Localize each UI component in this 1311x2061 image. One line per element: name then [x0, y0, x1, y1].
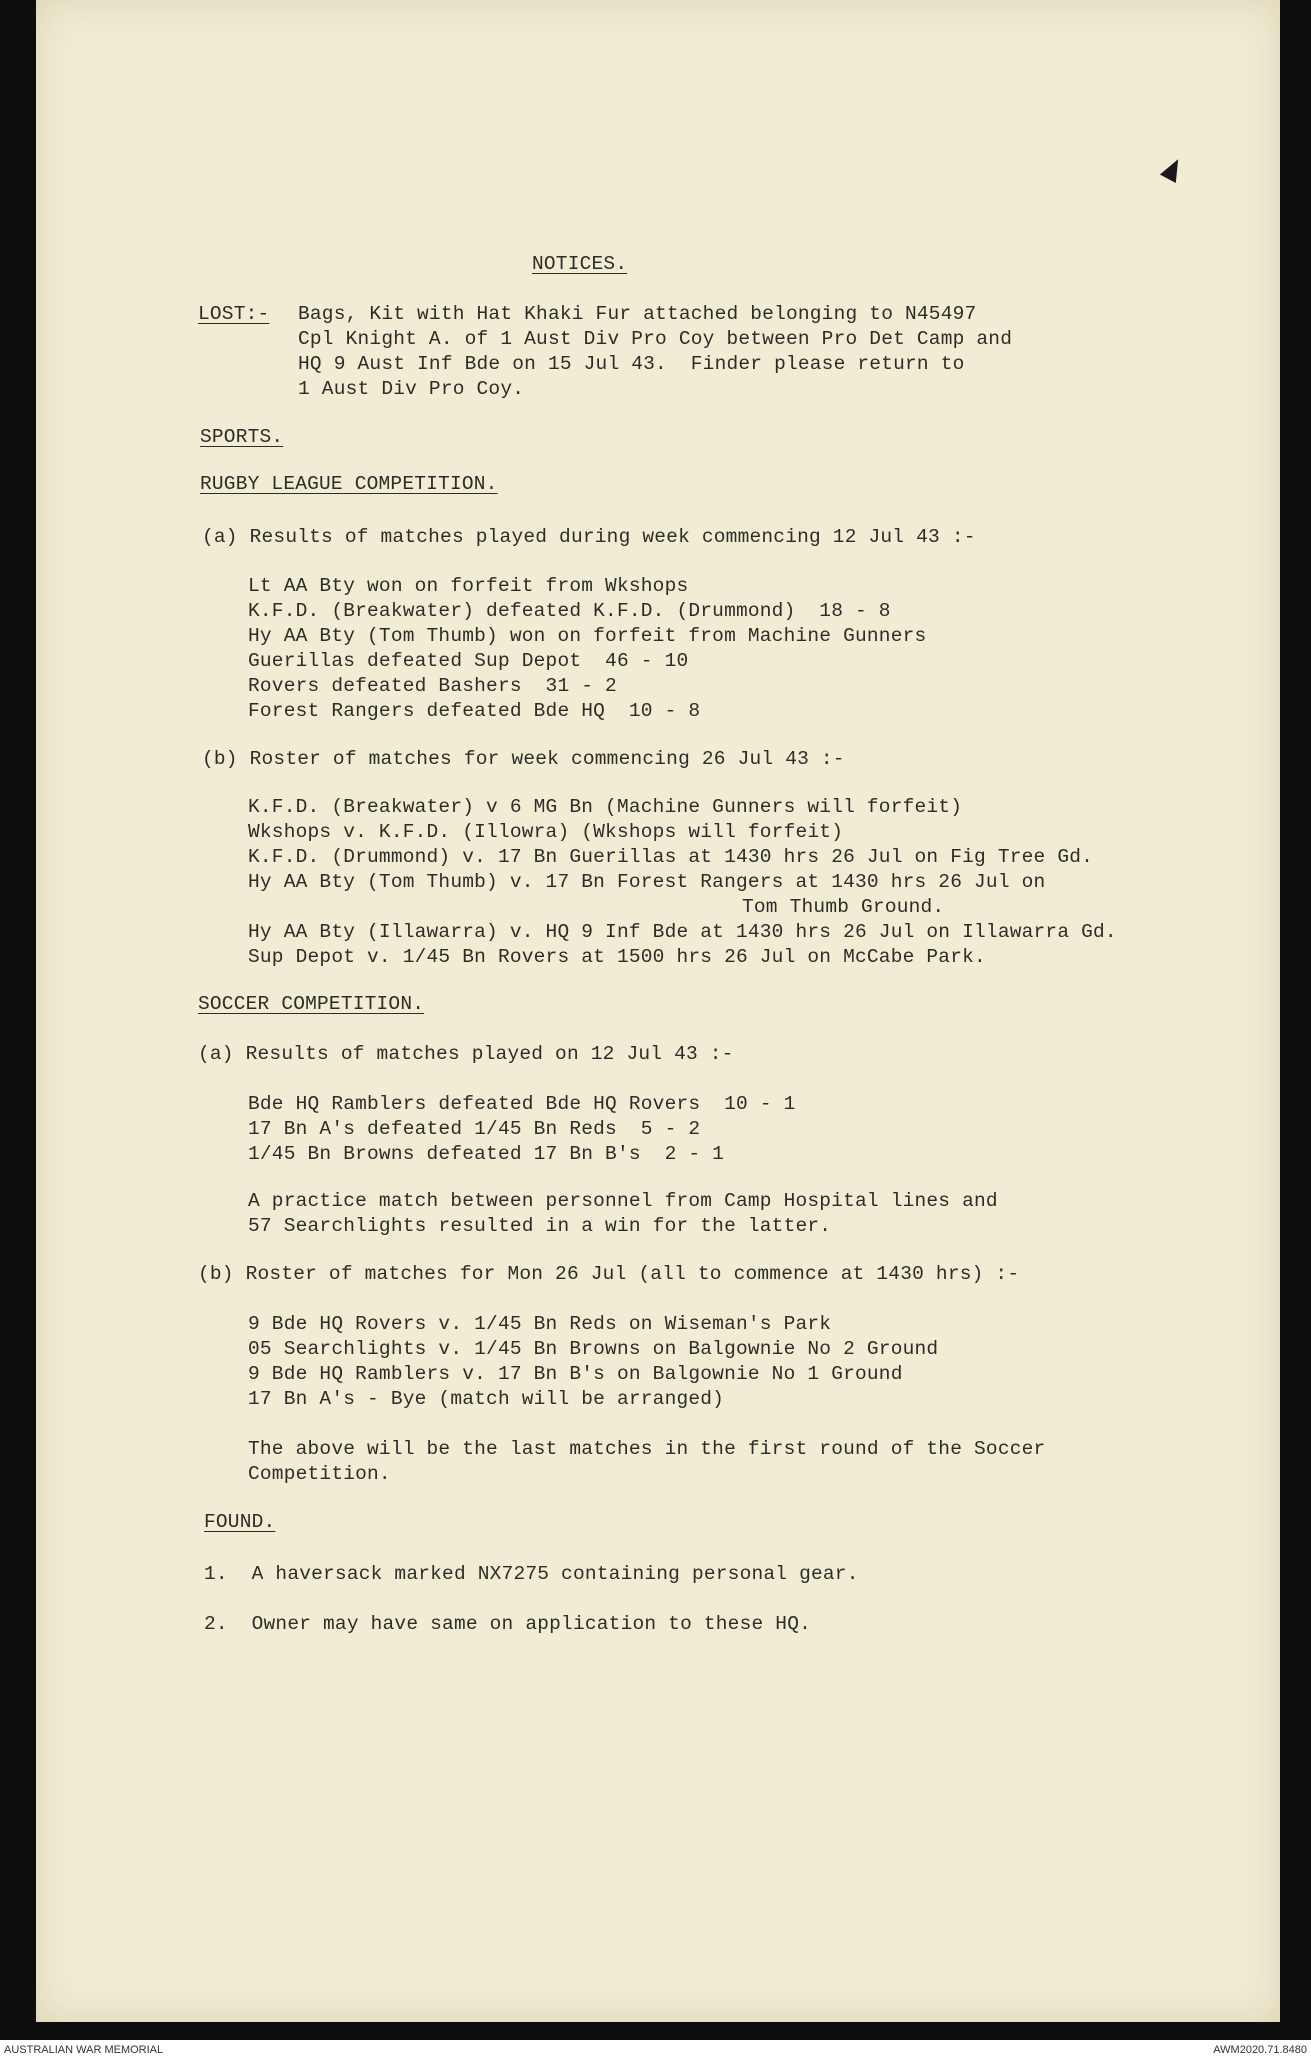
footer-institution: AUSTRALIAN WAR MEMORIAL [4, 2044, 164, 2056]
rugby-roster-line: Tom Thumb Ground. [742, 896, 945, 918]
soccer-roster-line: 05 Searchlights v. 1/45 Bn Browns on Balgownie No 2 Ground [248, 1338, 939, 1360]
ink-mark [1160, 155, 1186, 183]
rugby-roster-line: Hy AA Bty (Tom Thumb) v. 17 Bn Forest Rangers at 1430 hrs 26 Jul on [248, 871, 1046, 893]
rugby-roster-heading: (b) Roster of matches for week commencing 26 Jul 43 :- [202, 748, 845, 770]
lost-line: Bags, Kit with Hat Khaki Fur attached belonging to N45497 [298, 303, 977, 325]
found-item: 1. A haversack marked NX7275 containing personal gear. [204, 1563, 859, 1585]
rugby-result: Lt AA Bty won on forfeit from Wkshops [248, 575, 689, 597]
soccer-roster-heading: (b) Roster of matches for Mon 26 Jul (all to commence at 1430 hrs) :- [198, 1263, 1020, 1285]
notices-title: NOTICES. [532, 253, 628, 275]
rugby-result: Forest Rangers defeated Bde HQ 10 - 8 [248, 700, 701, 722]
archive-footer [0, 2040, 1311, 2061]
rugby-roster-line: K.F.D. (Drummond) v. 17 Bn Guerillas at 1430 hrs 26 Jul on Fig Tree Gd. [248, 846, 1094, 868]
rugby-result: Guerillas defeated Sup Depot 46 - 10 [248, 650, 689, 672]
rugby-roster-line: K.F.D. (Breakwater) v 6 MG Bn (Machine Gunners will forfeit) [248, 796, 963, 818]
sports-heading: SPORTS. [200, 426, 284, 448]
soccer-roster-line: 17 Bn A's - Bye (match will be arranged) [248, 1388, 725, 1410]
rugby-roster-line: Hy AA Bty (Illawarra) v. HQ 9 Inf Bde at 1430 hrs 26 Jul on Illawarra Gd. [248, 921, 1117, 943]
rugby-result: K.F.D. (Breakwater) defeated K.F.D. (Drummond) 18 - 8 [248, 600, 891, 622]
soccer-result: 1/45 Bn Browns defeated 17 Bn B's 2 - 1 [248, 1143, 725, 1165]
soccer-closing-line: Competition. [248, 1463, 391, 1485]
rugby-result: Hy AA Bty (Tom Thumb) won on forfeit from Machine Gunners [248, 625, 927, 647]
soccer-result: 17 Bn A's defeated 1/45 Bn Reds 5 - 2 [248, 1118, 701, 1140]
footer-accession-number: AWM2020.71.8480 [1213, 2044, 1307, 2056]
soccer-practice-line: 57 Searchlights resulted in a win for the latter. [248, 1215, 832, 1237]
found-heading: FOUND. [204, 1511, 276, 1533]
found-item: 2. Owner may have same on application to these HQ. [204, 1613, 811, 1635]
rugby-result: Rovers defeated Bashers 31 - 2 [248, 675, 617, 697]
rugby-roster-line: Wkshops v. K.F.D. (Illowra) (Wkshops will forfeit) [248, 821, 844, 843]
lost-line: Cpl Knight A. of 1 Aust Div Pro Coy between Pro Det Camp and [298, 328, 1013, 350]
rugby-roster-line: Sup Depot v. 1/45 Bn Rovers at 1500 hrs 26 Jul on McCabe Park. [248, 946, 986, 968]
lost-line: HQ 9 Aust Inf Bde on 15 Jul 43. Finder please return to [298, 353, 965, 375]
soccer-heading: SOCCER COMPETITION. [198, 993, 425, 1015]
soccer-closing-line: The above will be the last matches in the first round of the Soccer [248, 1438, 1046, 1460]
soccer-roster-line: 9 Bde HQ Ramblers v. 17 Bn B's on Balgownie No 1 Ground [248, 1363, 903, 1385]
lost-line: 1 Aust Div Pro Coy. [298, 378, 525, 400]
rugby-results-heading: (a) Results of matches played during week commencing 12 Jul 43 :- [202, 526, 976, 548]
soccer-practice-line: A practice match between personnel from Camp Hospital lines and [248, 1190, 998, 1212]
soccer-roster-line: 9 Bde HQ Rovers v. 1/45 Bn Reds on Wiseman's Park [248, 1313, 832, 1335]
soccer-result: Bde HQ Ramblers defeated Bde HQ Rovers 10 - 1 [248, 1093, 796, 1115]
document-page [36, 0, 1280, 2022]
soccer-results-heading: (a) Results of matches played on 12 Jul 43 :- [198, 1043, 734, 1065]
lost-label: LOST:- [198, 303, 270, 325]
rugby-heading: RUGBY LEAGUE COMPETITION. [200, 473, 498, 495]
